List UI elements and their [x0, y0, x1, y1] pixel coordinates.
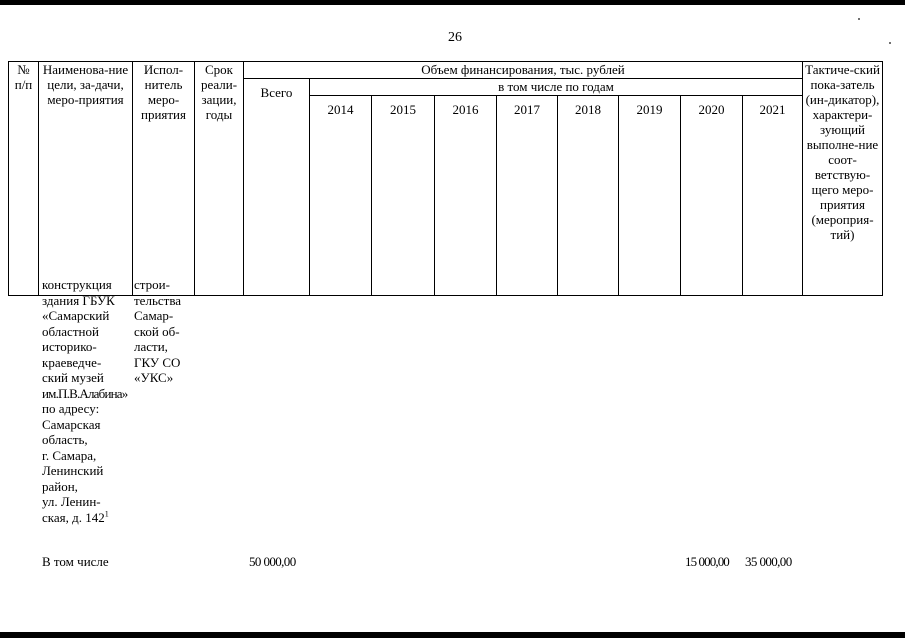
- header-year-2018: 2018: [558, 96, 619, 296]
- header-name: Наименова-ние цели, за-дачи, меро-приятия: [39, 62, 133, 296]
- header-by-years: в том числе по годам: [310, 79, 803, 96]
- executor-continuation: строи- тельства Самар- ской об- ласти, ГКУ СО «УКС»: [134, 277, 182, 385]
- top-border-bar: [0, 0, 905, 5]
- header-year-2017: 2017: [497, 96, 558, 296]
- header-executor: Испол-нитель меро-приятия: [133, 62, 195, 296]
- subtotal-2020: 15 000,00: [685, 554, 729, 569]
- footnote-marker: 1: [104, 509, 109, 519]
- name-continuation: конструкция здания ГБУК «Самарский областной историко- краеведче- ский музей им.П.В.Алабина» по адресу: Самарская область, г. Самара, Ленинский район, ул. Ленин- ская, д. $142^1$: [42, 277, 128, 525]
- header-year-2020: 2020: [681, 96, 743, 296]
- bottom-border-bar: [0, 632, 905, 638]
- subtotal-label: В том числе: [42, 554, 109, 569]
- page-number: 26: [448, 30, 462, 45]
- scan-speck: [858, 18, 860, 20]
- header-year-2016: 2016: [435, 96, 497, 296]
- header-num: № п/п: [9, 62, 39, 296]
- subtotal-total: 50 000,00: [249, 554, 296, 569]
- header-indicator: Тактиче-ский пока-затель (ин-дикатор), характери-зующий выполне-ние соот-ветствую-щего меро-приятия (мероприя-тий): [803, 62, 883, 296]
- subtotal-2021: 35 000,00: [745, 554, 792, 569]
- funding-table-header: [8, 61, 883, 296]
- header-year-2021: 2021: [743, 96, 803, 296]
- header-total: Всего: [244, 79, 310, 296]
- header-year-2015: 2015: [372, 96, 435, 296]
- header-term: Срок реали-зации, годы: [195, 62, 244, 296]
- header-year-2014: 2014: [310, 96, 372, 296]
- header-year-2019: 2019: [619, 96, 681, 296]
- scan-speck: [889, 42, 891, 44]
- header-funding: Объем финансирования, тыс. рублей: [244, 62, 803, 79]
